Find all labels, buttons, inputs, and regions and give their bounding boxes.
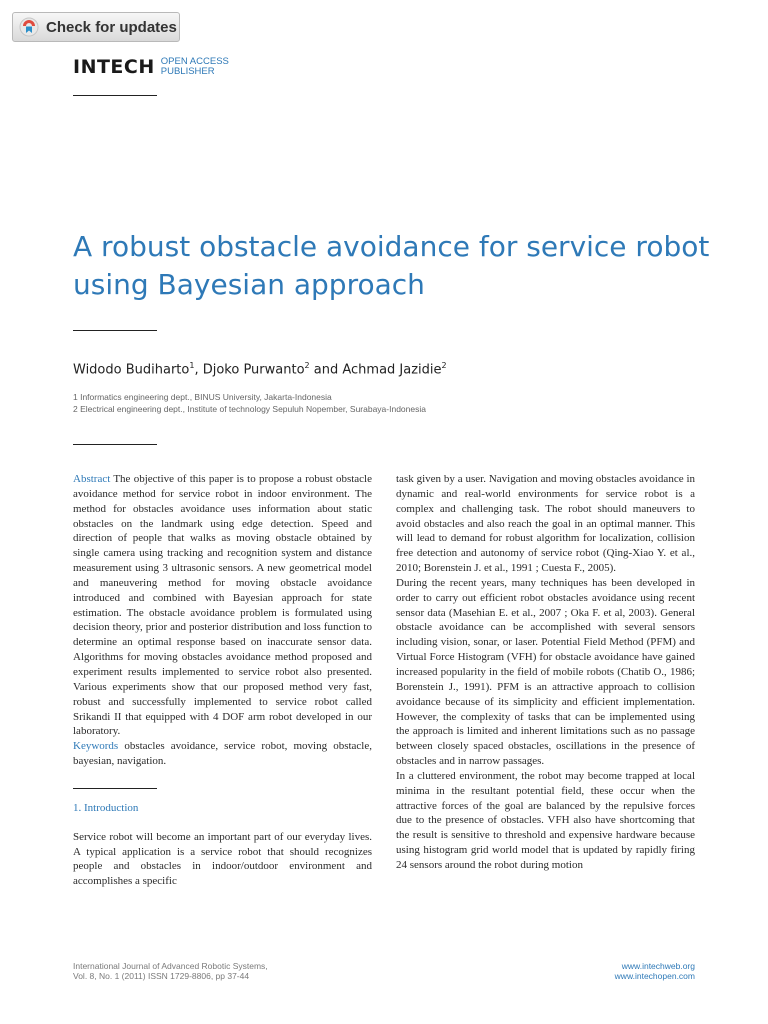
author-separator: and: [309, 362, 343, 378]
section-divider: [73, 788, 157, 789]
affiliation-divider: [73, 444, 157, 445]
author-affiliation-marker: 1: [189, 361, 195, 370]
keywords-text: obstacles avoidance, service robot, moving obstacle, bayesian, navigation.: [73, 740, 372, 768]
keywords-label: Keywords: [73, 740, 119, 753]
journal-line-1: International Journal of Advanced Robotic Systems,: [73, 961, 268, 971]
crossmark-icon: [19, 17, 39, 37]
affiliation-1: 1 Informatics engineering dept., BINUS University, Jakarta-Indonesia: [73, 392, 332, 402]
left-column: [73, 472, 372, 889]
journal-citation: [73, 961, 268, 981]
abstract-label: Abstract: [73, 473, 111, 485]
author-affiliation-marker: 2: [304, 361, 310, 370]
body-paragraph: During the recent years, many techniques has been developed in order to carry out efficient robot obstacles avoidance using recent sensor data (Masehian E. et al., 2007 ; Oka F. et al, 2003). General obstacle avoidance can be accomplished with several sensors including vision, sonar, or laser. Potential Field Method (PFM) and Virtual Force Histogram (VFH) for obstacle avoidance have gained increased popularity in the field of mobile robots (Chatib O., 1986; Borenstein J., 1991). PFM is an attractive approach to collision avoidance because of its simplicity and efficient implementation. However, the complexity of tasks that can be implemented using the approach is limited and inherent limitations such as no passage between closely spaced obstacles, oscillations in the presence of obstacles and in narrow passages.: [396, 576, 695, 768]
abstract: [73, 472, 372, 739]
publisher-links: [615, 961, 695, 981]
intechopen-link[interactable]: www.intechopen.com: [614, 971, 695, 981]
affiliation-2: 2 Electrical engineering dept., Institute of technology Sepuluh Nopember, Surabaya-Indonesia: [73, 404, 426, 414]
body-paragraph: In a cluttered environment, the robot may become trapped at local minima in the resultant potential field, these occur when the attractive forces of the goal are balanced by the repulsive forces due to the presence of obstacles. VFH also have shortcoming that the result is sensitive to threshold and expensive hardware because using histogram grid world model that is updated by rapidly firing 24 sensors around the robot during motion: [396, 769, 695, 871]
check-for-updates-label: Check for updates: [46, 18, 177, 36]
publisher-logo: [73, 56, 229, 78]
publisher-tagline-line-2: PUBLISHER: [160, 66, 215, 77]
author-list: [73, 361, 447, 377]
author-name: Achmad Jazidie: [342, 362, 442, 378]
author-affiliation-marker: 2: [441, 361, 447, 370]
right-column: [396, 472, 695, 873]
section-heading-introduction: 1. Introduction: [73, 801, 139, 814]
publisher-tagline: [161, 57, 229, 77]
publisher-name: INTECH: [73, 56, 155, 78]
intechweb-link[interactable]: www.intechweb.org: [621, 961, 695, 971]
introduction-paragraph: Service robot will become an important part of our everyday lives. A typical application is a service robot that should recognizes people and obstacles in indoor/outdoor environment and accomplishes a specific: [73, 830, 372, 888]
abstract-text: The objective of this paper is to propose a robust obstacle avoidance method for service robot in indoor environment. The method for obstacles avoidance uses information about static obstacles on the landmark using edge detection. Speed and direction of people that walks as moving obstacle obtained by single camera using tracking and recognition system and distance measurement using 3 ultrasonic sensors. A new geometrical model and maneuvering method for moving obstacle avoidance introduced and combined with Bayesian approach for state estimation. The obstacle avoidance problem is formulated using decision theory, prior and posterior distribution and loss function to determine an optimal response based on inaccurate sensor data. Algorithms for moving obstacles avoidance method proposed and experiment results implemented to service robot also presented. Various experiments show that our proposed method very fast, robust and successfully implemented to service robot called Srikandi II that equipped with 4 DOF arm robot developed in our laboratory.: [73, 473, 372, 738]
header-divider: [73, 95, 157, 96]
keywords: [73, 739, 372, 769]
author-name: Djoko Purwanto: [202, 362, 305, 378]
check-for-updates-button[interactable]: [12, 12, 180, 42]
body-paragraph: task given by a user. Navigation and moving obstacles avoidance in dynamic and real-world environments for service robot is a complex and challenging task. The robot should maneuvers to avoid obstacles and also reach the goal in an optimal manner. This will lead to demand for robust algorithm for localization, collision free detection and autonomy of service robot (Qing-Xiao Y. et al., 2010; Borenstein J. et al., 1991 ; Cuesta F., 2005).: [396, 473, 695, 575]
publisher-tagline-line-1: OPEN ACCESS: [160, 56, 229, 67]
author-separator: ,: [194, 362, 203, 378]
author-name: Widodo Budiharto: [73, 362, 190, 378]
page-title: A robust obstacle avoidance for service robot using Bayesian approach: [73, 230, 710, 301]
title-divider: [73, 330, 157, 331]
journal-line-2: Vol. 8, No. 1 (2011) ISSN 1729-8806, pp 37-44: [73, 971, 250, 981]
